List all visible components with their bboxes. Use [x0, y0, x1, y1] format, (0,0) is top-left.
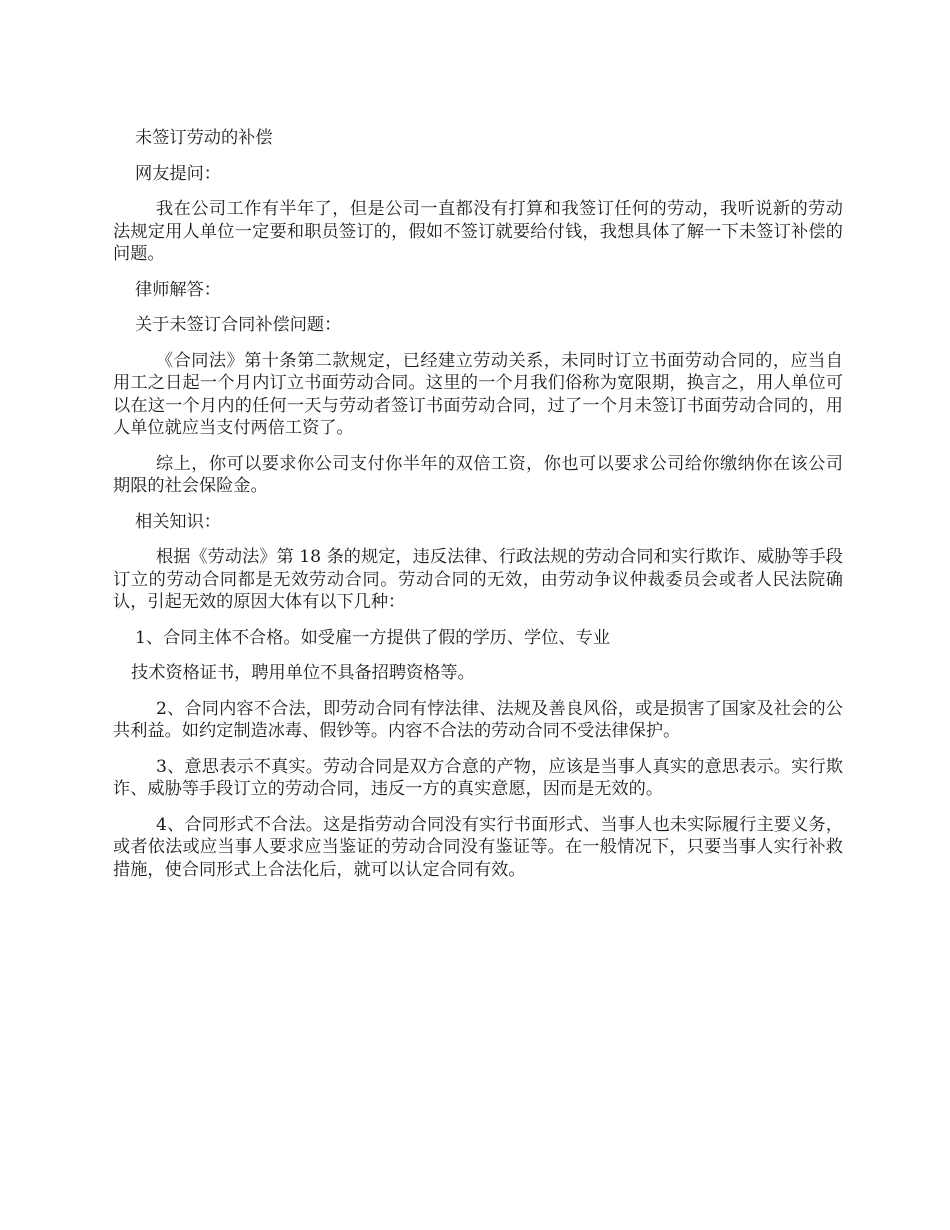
answer-subheading: 关于未签订合同补偿问题：: [135, 315, 342, 335]
related-knowledge-heading: 相关知识：: [135, 511, 221, 532]
question-text: 我在公司工作有半年了，但是公司一直都没有打算和我签订任何的劳动，我听说新的劳动法规定用人单位一定要和职员签订的，假如不签订就要给付钱，我想具体了解一下未签订补偿的问题。: [113, 199, 843, 264]
question-heading: 网友提问：: [135, 163, 221, 184]
document-title: 未签订劳动的补偿: [135, 128, 273, 148]
answer-paragraph-summary: 综上，你可以要求你公司支付你半年的双倍工资，你也可以要求公司给你缴纳你在该公司期限的社会保险金。: [113, 453, 843, 496]
answer-heading: 律师解答：: [135, 279, 221, 300]
document-body: [113, 127, 843, 894]
related-knowledge-intro: 根据《劳动法》第 18 条的规定，违反法律、行政法规的劳动合同和实行欺诈、威胁等手段订立的劳动合同都是无效劳动合同。劳动合同的无效，由劳动争议仲裁委员会或者人民法院确认，引起无效的原因大体有以下几种：: [113, 547, 843, 612]
list-item-4: 4、合同形式不合法。这是指劳动合同没有实行书面形式、当事人也未实际履行主要义务，或者依法或应当事人要求应当鉴证的劳动合同没有鉴证等。在一般情况下，只要当事人实行补救措施，使合同形式上合法化后，就可以认定合同有效。: [113, 814, 843, 880]
list-item-3: 3、意思表示不真实。劳动合同是双方合意的产物，应该是当事人真实的意思表示。实行欺诈、威胁等手段订立的劳动合同，违反一方的真实意愿，因而是无效的。: [113, 756, 843, 799]
answer-paragraph-contract-law: 《合同法》第十条第二款规定，已经建立劳动关系，未同时订立书面劳动合同的，应当自用工之日起一个月内订立书面劳动合同。这里的一个月我们俗称为宽限期，换言之，用人单位可以在这一个月内的任何一天与劳动者签订书面劳动合同，过了一个月未签订书面劳动合同的，用人单位就应当支付两倍工资了。: [113, 350, 843, 438]
list-item-1-continued: 技术资格证书，聘用单位不具备招聘资格等。: [131, 663, 475, 683]
list-item-2: 2、合同内容不合法，即劳动合同有悖法律、法规及善良风俗，或是损害了国家及社会的公共利益。如约定制造冰毒、假钞等。内容不合法的劳动合同不受法律保护。: [113, 698, 843, 741]
list-item-1: 1、合同主体不合格。如受雇一方提供了假的学历、学位、专业: [135, 627, 611, 648]
